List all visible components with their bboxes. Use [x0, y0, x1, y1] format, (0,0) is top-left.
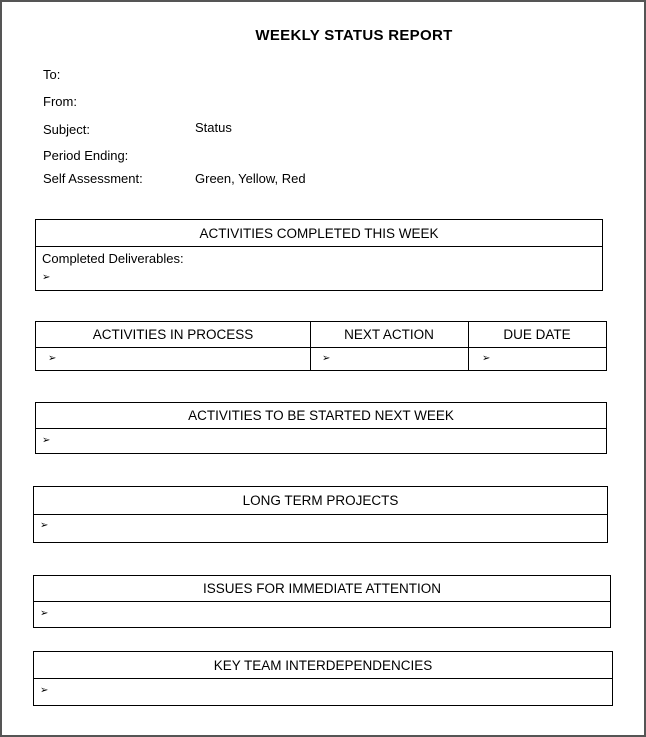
col-header-due-date: DUE DATE [503, 327, 571, 342]
section-header: KEY TEAM INTERDEPENDENCIES [34, 652, 612, 679]
next-week-section [35, 402, 607, 454]
issues-body[interactable] [34, 602, 610, 627]
arrow-bullet-icon: ➢ [482, 353, 491, 364]
meta-label: Subject: [43, 122, 90, 137]
completed-section [35, 219, 603, 291]
arrow-bullet-icon: ➢ [40, 608, 49, 619]
col-divider [468, 322, 469, 370]
interdependencies-body[interactable] [34, 679, 612, 705]
meta-label: To: [43, 67, 61, 82]
page-title: WEEKLY STATUS REPORT [255, 27, 453, 44]
section-header: ACTIVITIES TO BE STARTED NEXT WEEK [36, 403, 606, 429]
arrow-bullet-icon: ➢ [322, 353, 331, 364]
section-header: ACTIVITIES COMPLETED THIS WEEK [36, 220, 602, 247]
meta-value[interactable]: Status [195, 120, 232, 135]
col-header-activities-in-process: ACTIVITIES IN PROCESS [92, 327, 254, 342]
arrow-bullet-icon: ➢ [48, 353, 57, 364]
completed-body[interactable] [36, 247, 602, 290]
meta-label: Self Assessment: [43, 171, 143, 186]
next-week-body[interactable] [36, 429, 606, 453]
meta-label: Period Ending: [43, 148, 129, 163]
in-process-table [35, 321, 607, 371]
col-header-next-action: NEXT ACTION [344, 327, 434, 342]
row-divider [36, 347, 606, 348]
arrow-bullet-icon: ➢ [40, 520, 49, 531]
interdependencies-section [33, 651, 613, 706]
col-divider [310, 322, 311, 370]
long-term-body[interactable] [34, 515, 607, 542]
arrow-bullet-icon: ➢ [42, 272, 51, 283]
section-header: ISSUES FOR IMMEDIATE ATTENTION [34, 576, 610, 602]
meta-label: From: [43, 94, 77, 109]
long-term-section [33, 486, 608, 543]
arrow-bullet-icon: ➢ [40, 685, 49, 696]
section-header: LONG TERM PROJECTS [34, 487, 607, 515]
meta-value[interactable]: Green, Yellow, Red [195, 171, 306, 186]
issues-section [33, 575, 611, 628]
completed-deliverables-label: Completed Deliverables: [42, 251, 184, 266]
arrow-bullet-icon: ➢ [42, 435, 51, 446]
